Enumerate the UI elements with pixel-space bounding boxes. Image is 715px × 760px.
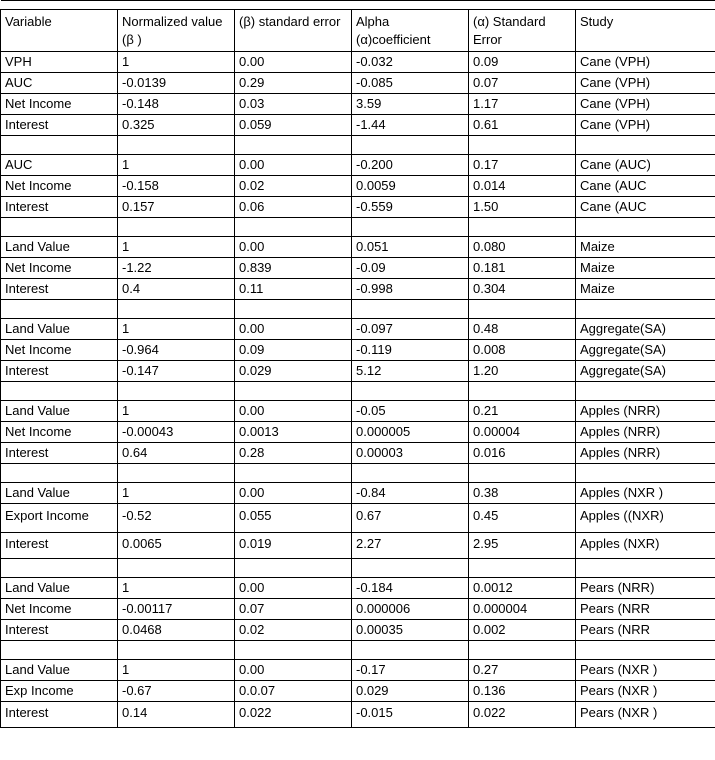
spacer-row bbox=[1, 464, 715, 483]
cell-alpha-se: 0.21 bbox=[469, 401, 576, 422]
cell-alpha-se: 0.61 bbox=[469, 115, 576, 136]
cell-beta-se: 0.019 bbox=[235, 533, 352, 559]
cell-alpha: -0.05 bbox=[352, 401, 469, 422]
cell-alpha-se: 0.07 bbox=[469, 73, 576, 94]
cell-variable: AUC bbox=[1, 73, 118, 94]
cell-alpha: 3.59 bbox=[352, 94, 469, 115]
cell-normalized-value: 1 bbox=[118, 155, 235, 176]
cell-alpha: 0.0059 bbox=[352, 176, 469, 197]
cell-alpha-se: 0.48 bbox=[469, 319, 576, 340]
cell-study: Apples (NRR) bbox=[576, 401, 715, 422]
cell-alpha-se: 0.008 bbox=[469, 340, 576, 361]
table-row bbox=[1, 340, 715, 361]
cell-variable: VPH bbox=[1, 52, 118, 73]
cell-alpha: 0.051 bbox=[352, 237, 469, 258]
cell-normalized-value: -0.0139 bbox=[118, 73, 235, 94]
header-cell-alpha-se: (α) Standard Error bbox=[469, 10, 576, 52]
cell-variable: Land Value bbox=[1, 483, 118, 504]
table-row bbox=[1, 319, 715, 340]
cell-study: Maize bbox=[576, 279, 715, 300]
header-row bbox=[1, 10, 715, 52]
header-cell-variable: Variable bbox=[1, 10, 118, 52]
table-row bbox=[1, 279, 715, 300]
cell-beta-se: 0.29 bbox=[235, 73, 352, 94]
cell-normalized-value: 0.64 bbox=[118, 443, 235, 464]
cell-study: Pears (NXR ) bbox=[576, 660, 715, 681]
cell-alpha-se: 0.27 bbox=[469, 660, 576, 681]
cell-beta-se: 0.11 bbox=[235, 279, 352, 300]
cell-normalized-value: 0.4 bbox=[118, 279, 235, 300]
cell-variable: Exp Income bbox=[1, 681, 118, 702]
cell-study: Cane (AUC bbox=[576, 176, 715, 197]
cell-beta-se: 0.00 bbox=[235, 483, 352, 504]
table-row bbox=[1, 176, 715, 197]
cell-variable: Interest bbox=[1, 533, 118, 559]
cell-study: Apples (NXR) bbox=[576, 533, 715, 559]
cell-alpha-se: 0.09 bbox=[469, 52, 576, 73]
cell-variable: Interest bbox=[1, 115, 118, 136]
cell-alpha: -0.097 bbox=[352, 319, 469, 340]
table-row bbox=[1, 660, 715, 681]
table-row bbox=[1, 443, 715, 464]
header-cell-normalized-value: Normalized value (β ) bbox=[118, 10, 235, 52]
cell-variable: Interest bbox=[1, 620, 118, 641]
cell-alpha: -0.032 bbox=[352, 52, 469, 73]
cell-alpha: 0.67 bbox=[352, 504, 469, 533]
cell-beta-se: 0.07 bbox=[235, 599, 352, 620]
cell-alpha: -0.184 bbox=[352, 578, 469, 599]
cell-normalized-value: 0.157 bbox=[118, 197, 235, 218]
cell-alpha: -0.119 bbox=[352, 340, 469, 361]
cell-beta-se: 0.0.07 bbox=[235, 681, 352, 702]
cell-beta-se: 0.00 bbox=[235, 660, 352, 681]
cell-study: Cane (VPH) bbox=[576, 94, 715, 115]
cell-normalized-value: 0.0468 bbox=[118, 620, 235, 641]
cell-alpha-se: 0.002 bbox=[469, 620, 576, 641]
cell-variable: Interest bbox=[1, 197, 118, 218]
cell-alpha: -0.085 bbox=[352, 73, 469, 94]
table-row bbox=[1, 155, 715, 176]
cell-beta-se: 0.00 bbox=[235, 401, 352, 422]
cell-beta-se: 0.029 bbox=[235, 361, 352, 382]
cell-study: Pears (NRR) bbox=[576, 578, 715, 599]
cell-normalized-value: 1 bbox=[118, 578, 235, 599]
header-cell-beta-se: (β) standard error bbox=[235, 10, 352, 52]
cell-normalized-value: -0.147 bbox=[118, 361, 235, 382]
cell-alpha: -0.015 bbox=[352, 702, 469, 728]
cell-alpha-se: 0.000004 bbox=[469, 599, 576, 620]
cell-alpha: 0.00035 bbox=[352, 620, 469, 641]
cell-beta-se: 0.00 bbox=[235, 578, 352, 599]
cell-study: Aggregate(SA) bbox=[576, 319, 715, 340]
cell-normalized-value: -1.22 bbox=[118, 258, 235, 279]
table-row bbox=[1, 258, 715, 279]
cell-alpha: -0.559 bbox=[352, 197, 469, 218]
cell-variable: Net Income bbox=[1, 176, 118, 197]
table-row bbox=[1, 620, 715, 641]
cell-alpha-se: 0.022 bbox=[469, 702, 576, 728]
table-row bbox=[1, 401, 715, 422]
cell-alpha: 0.029 bbox=[352, 681, 469, 702]
cell-study: Aggregate(SA) bbox=[576, 340, 715, 361]
spacer-row bbox=[1, 218, 715, 237]
table-top-strip bbox=[1, 1, 715, 10]
cell-variable: Export Income bbox=[1, 504, 118, 533]
header-cell-alpha: Alpha (α)coefficient bbox=[352, 10, 469, 52]
cell-beta-se: 0.02 bbox=[235, 176, 352, 197]
cell-alpha-se: 0.17 bbox=[469, 155, 576, 176]
header-cell-study: Study bbox=[576, 10, 715, 52]
table-row bbox=[1, 599, 715, 620]
table-row bbox=[1, 52, 715, 73]
cell-study: Maize bbox=[576, 237, 715, 258]
cell-alpha-se: 0.014 bbox=[469, 176, 576, 197]
cell-variable: Land Value bbox=[1, 578, 118, 599]
table-row bbox=[1, 681, 715, 702]
table-body bbox=[1, 1, 715, 728]
table-row bbox=[1, 483, 715, 504]
cell-normalized-value: 1 bbox=[118, 319, 235, 340]
cell-beta-se: 0.28 bbox=[235, 443, 352, 464]
cell-alpha-se: 0.38 bbox=[469, 483, 576, 504]
cell-beta-se: 0.00 bbox=[235, 319, 352, 340]
cell-alpha-se: 0.136 bbox=[469, 681, 576, 702]
cell-normalized-value: 0.14 bbox=[118, 702, 235, 728]
cell-normalized-value: -0.52 bbox=[118, 504, 235, 533]
cell-study: Cane (AUC) bbox=[576, 155, 715, 176]
cell-alpha: 5.12 bbox=[352, 361, 469, 382]
cell-normalized-value: 1 bbox=[118, 401, 235, 422]
cell-alpha: 0.000005 bbox=[352, 422, 469, 443]
cell-study: Pears (NRR bbox=[576, 599, 715, 620]
cell-alpha-se: 1.20 bbox=[469, 361, 576, 382]
cell-variable: Net Income bbox=[1, 340, 118, 361]
cell-beta-se: 0.839 bbox=[235, 258, 352, 279]
cell-beta-se: 0.02 bbox=[235, 620, 352, 641]
cell-normalized-value: -0.964 bbox=[118, 340, 235, 361]
spacer-row bbox=[1, 559, 715, 578]
cell-alpha-se: 0.304 bbox=[469, 279, 576, 300]
cell-study: Maize bbox=[576, 258, 715, 279]
table-row bbox=[1, 422, 715, 443]
table-row bbox=[1, 197, 715, 218]
cell-beta-se: 0.00 bbox=[235, 155, 352, 176]
cell-alpha: 0.000006 bbox=[352, 599, 469, 620]
table-row bbox=[1, 578, 715, 599]
cell-alpha: 0.00003 bbox=[352, 443, 469, 464]
cell-variable: Land Value bbox=[1, 319, 118, 340]
table-row bbox=[1, 504, 715, 533]
cell-alpha: -0.09 bbox=[352, 258, 469, 279]
table-row bbox=[1, 361, 715, 382]
table-row bbox=[1, 94, 715, 115]
cell-variable: Net Income bbox=[1, 599, 118, 620]
cell-normalized-value: 0.325 bbox=[118, 115, 235, 136]
table-row bbox=[1, 237, 715, 258]
cell-variable: Interest bbox=[1, 702, 118, 728]
cell-study: Aggregate(SA) bbox=[576, 361, 715, 382]
cell-beta-se: 0.00 bbox=[235, 52, 352, 73]
cell-beta-se: 0.06 bbox=[235, 197, 352, 218]
cell-normalized-value: 0.0065 bbox=[118, 533, 235, 559]
cell-alpha-se: 1.50 bbox=[469, 197, 576, 218]
cell-beta-se: 0.09 bbox=[235, 340, 352, 361]
cell-beta-se: 0.0013 bbox=[235, 422, 352, 443]
cell-normalized-value: -0.148 bbox=[118, 94, 235, 115]
cell-normalized-value: -0.00117 bbox=[118, 599, 235, 620]
cell-study: Cane (VPH) bbox=[576, 73, 715, 94]
cell-alpha: -0.200 bbox=[352, 155, 469, 176]
cell-normalized-value: 1 bbox=[118, 237, 235, 258]
cell-normalized-value: -0.67 bbox=[118, 681, 235, 702]
spacer-row bbox=[1, 382, 715, 401]
cell-study: Pears (NXR ) bbox=[576, 681, 715, 702]
cell-alpha-se: 0.00004 bbox=[469, 422, 576, 443]
cell-alpha: 2.27 bbox=[352, 533, 469, 559]
cell-alpha: -0.998 bbox=[352, 279, 469, 300]
cell-beta-se: 0.03 bbox=[235, 94, 352, 115]
cell-alpha: -1.44 bbox=[352, 115, 469, 136]
cell-variable: Interest bbox=[1, 279, 118, 300]
cell-beta-se: 0.00 bbox=[235, 237, 352, 258]
spacer-row bbox=[1, 136, 715, 155]
cell-study: Cane (VPH) bbox=[576, 115, 715, 136]
table-row bbox=[1, 73, 715, 94]
cell-variable: Land Value bbox=[1, 401, 118, 422]
cell-beta-se: 0.059 bbox=[235, 115, 352, 136]
cell-beta-se: 0.022 bbox=[235, 702, 352, 728]
cell-normalized-value: 1 bbox=[118, 52, 235, 73]
cell-alpha-se: 0.45 bbox=[469, 504, 576, 533]
cell-variable: Land Value bbox=[1, 660, 118, 681]
cell-variable: Interest bbox=[1, 443, 118, 464]
cell-alpha-se: 2.95 bbox=[469, 533, 576, 559]
cell-alpha-se: 1.17 bbox=[469, 94, 576, 115]
cell-variable: Net Income bbox=[1, 258, 118, 279]
cell-normalized-value: 1 bbox=[118, 660, 235, 681]
cell-alpha: -0.17 bbox=[352, 660, 469, 681]
cell-alpha-se: 0.0012 bbox=[469, 578, 576, 599]
cell-study: Apples ((NXR) bbox=[576, 504, 715, 533]
cell-study: Pears (NXR ) bbox=[576, 702, 715, 728]
cell-study: Apples (NRR) bbox=[576, 443, 715, 464]
spacer-row bbox=[1, 641, 715, 660]
cell-study: Cane (AUC bbox=[576, 197, 715, 218]
cell-alpha-se: 0.080 bbox=[469, 237, 576, 258]
cell-beta-se: 0.055 bbox=[235, 504, 352, 533]
cell-variable: Interest bbox=[1, 361, 118, 382]
cell-alpha-se: 0.016 bbox=[469, 443, 576, 464]
spacer-row bbox=[1, 300, 715, 319]
cell-variable: Net Income bbox=[1, 94, 118, 115]
cell-normalized-value: 1 bbox=[118, 483, 235, 504]
cell-alpha-se: 0.181 bbox=[469, 258, 576, 279]
cell-alpha: -0.84 bbox=[352, 483, 469, 504]
table-row bbox=[1, 533, 715, 559]
cell-variable: Land Value bbox=[1, 237, 118, 258]
cell-normalized-value: -0.00043 bbox=[118, 422, 235, 443]
cell-normalized-value: -0.158 bbox=[118, 176, 235, 197]
cell-study: Apples (NRR) bbox=[576, 422, 715, 443]
table-row bbox=[1, 115, 715, 136]
cell-variable: AUC bbox=[1, 155, 118, 176]
table-row bbox=[1, 702, 715, 728]
cell-study: Apples (NXR ) bbox=[576, 483, 715, 504]
cell-study: Cane (VPH) bbox=[576, 52, 715, 73]
cell-study: Pears (NRR bbox=[576, 620, 715, 641]
cell-variable: Net Income bbox=[1, 422, 118, 443]
